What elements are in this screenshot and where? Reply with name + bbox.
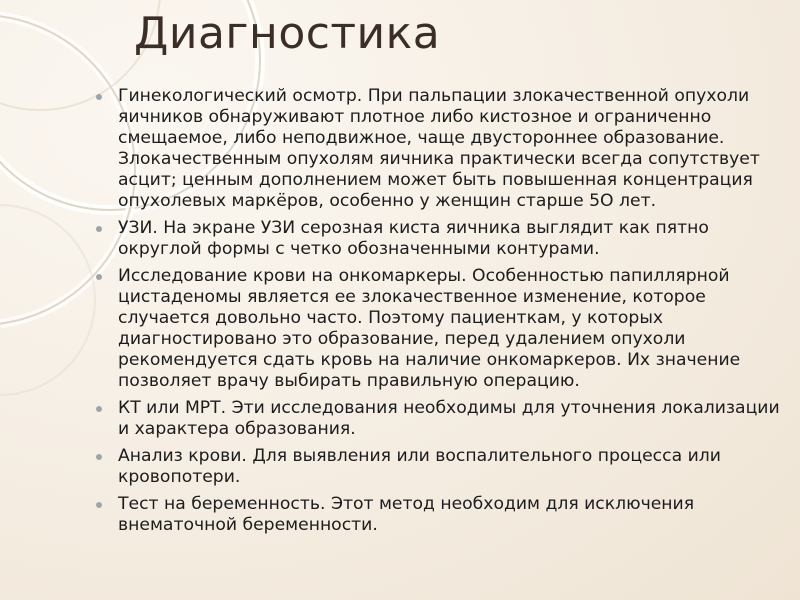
- bullet-list: [96, 86, 796, 542]
- list-item: [96, 494, 796, 536]
- list-item: [96, 266, 796, 392]
- list-item-text: Анализ крови. Для выявления или воспалительного процесса или кровопотери.: [118, 446, 721, 487]
- bullet-icon: [96, 274, 102, 280]
- bullet-icon: [96, 94, 102, 100]
- list-item: [96, 398, 796, 440]
- list-item: [96, 86, 796, 212]
- list-item-text: Тест на беременность. Этот метод необходим для исключения внематочной беременности.: [118, 494, 695, 535]
- list-item-text: Гинекологический осмотр. При пальпации злокачественной опухоли яичников обнаруживают плотное либо кистозное и ограниченно смещаемое, либо неподвижное, чаще двустороннее образование. Злокачественным опухолям яичника практически всегда сопутствует асцит; ценным дополнением может быть повышенная концентрация опухолевых маркёров, особенно у женщин старше 5О лет.: [118, 86, 760, 211]
- bullet-icon: [96, 406, 102, 412]
- list-item-text: Исследование крови на онкомаркеры. Особенностью папиллярной цистаденомы является ее злокачественное изменение, которое случается довольно часто. Поэтому пациенткам, у которых диагностировано это образование, перед удалением опухоли рекомендуется сдать кровь на наличие онкомаркеров. Их значение позволяет врачу выбирать правильную операцию.: [118, 266, 741, 391]
- list-item: [96, 218, 796, 260]
- list-item-text: УЗИ. На экране УЗИ серозная киста яичника выглядит как пятно округлой формы с четко обозначенными контурами.: [118, 218, 709, 259]
- bullet-icon: [96, 502, 102, 508]
- list-item-text: КТ или МРТ. Эти исследования необходимы для уточнения локализации и характера образования.: [118, 398, 780, 439]
- slide-title: Диагностика: [134, 8, 441, 59]
- list-item: [96, 446, 796, 488]
- bullet-icon: [96, 454, 102, 460]
- bullet-icon: [96, 226, 102, 232]
